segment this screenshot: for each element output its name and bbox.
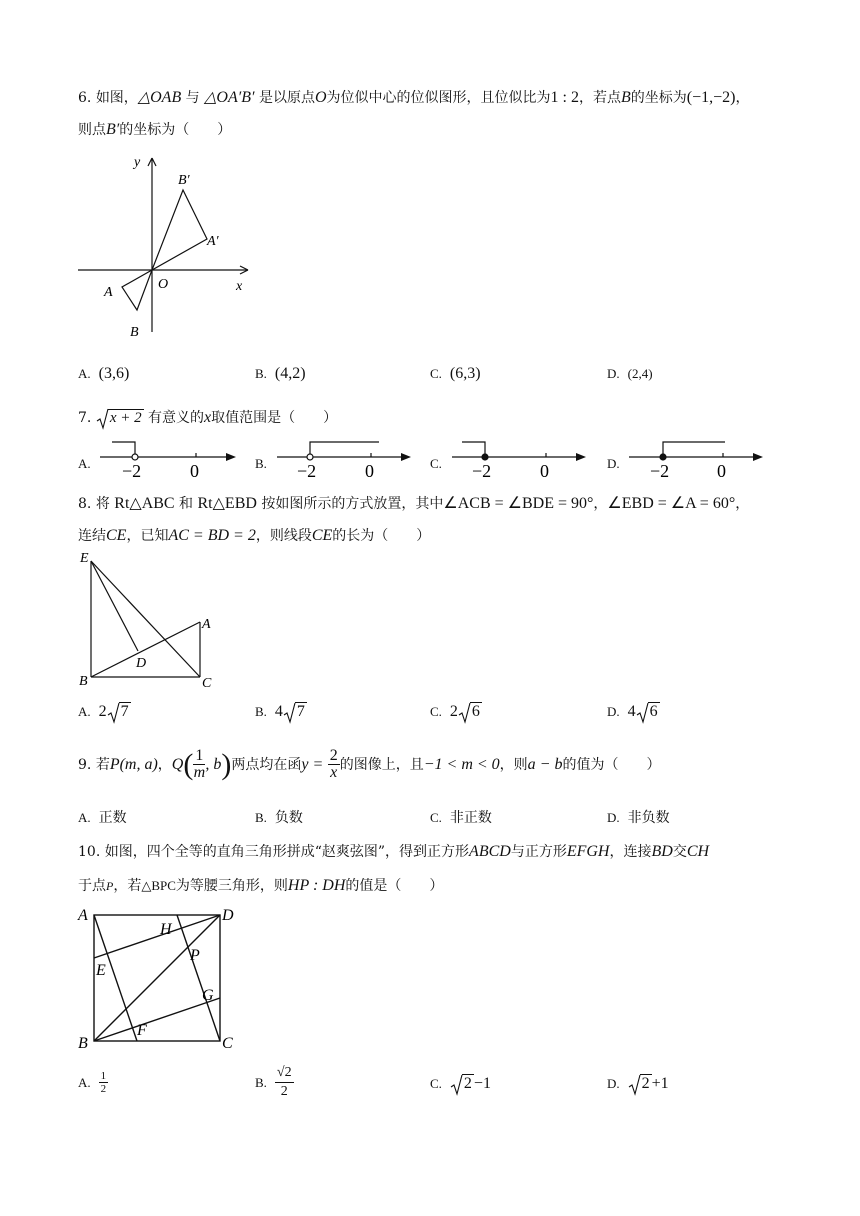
option-label: D. <box>607 704 620 719</box>
q8-option-a[interactable] <box>78 702 131 723</box>
q10-label-g: G <box>202 987 214 1004</box>
q10-label-c: C <box>222 1035 233 1052</box>
q9-text: 的图像上，且 <box>339 756 424 773</box>
q9-b: , b <box>205 755 222 773</box>
q9-option-c[interactable] <box>430 808 492 828</box>
option-label: C. <box>430 456 442 471</box>
q6-point-bprime: B′ <box>106 121 120 138</box>
q10-text: ，若 <box>113 878 142 894</box>
q7-sqrt <box>96 408 144 429</box>
option-label: A. <box>78 366 91 381</box>
q8-label-a: A <box>202 617 211 632</box>
q6-text: 为位似中心的位似图形，且位似比为 <box>326 90 551 106</box>
q10-text: 于点 <box>78 878 106 894</box>
q6-text: 的坐标为（ ） <box>119 122 232 138</box>
q10-square-2: EFGH <box>566 843 610 860</box>
option-value: 正数 <box>98 810 127 826</box>
q10-text: ，连接 <box>609 844 652 860</box>
option-label: B. <box>255 810 267 825</box>
tick-label: −2 <box>297 461 317 481</box>
option-rest: +1 <box>651 1075 669 1092</box>
sqrt <box>458 702 482 723</box>
q6-origin: O <box>314 89 327 106</box>
option-value: (2,4) <box>627 366 653 381</box>
q10-point-p: P <box>106 879 114 893</box>
q6-point-b: B <box>621 89 631 106</box>
q9-inequality: −1 < m < 0 <box>423 755 500 773</box>
option-label: C. <box>430 366 442 381</box>
q7-number-line-d <box>627 438 769 482</box>
option-label: A. <box>78 810 91 825</box>
q9-text: 的值为（ ） <box>562 756 661 773</box>
q10-segment-ch: CH <box>686 843 710 860</box>
q9-expression: a − b <box>527 755 563 773</box>
q10-label-a: A <box>78 907 88 924</box>
tick-label: 0 <box>365 461 374 481</box>
fraction-numerator: 2 <box>329 747 338 764</box>
q8-stem-line1 <box>78 494 749 514</box>
q10-ratio: HP : DH <box>287 877 346 894</box>
q9-paren-open: ( <box>183 747 194 781</box>
option-value: 非正数 <box>449 810 492 826</box>
option-label: B. <box>255 366 267 381</box>
option-radicand: 6 <box>649 703 658 720</box>
q9-y-equals: y = <box>301 755 324 773</box>
sqrt <box>450 1074 474 1095</box>
q8-text: 和 <box>179 496 194 512</box>
q6-option-c[interactable] <box>430 364 481 384</box>
q9-number: 9. <box>78 756 92 773</box>
q10-label-d: D <box>222 907 234 924</box>
option-value: (4,2) <box>274 365 306 382</box>
q10-label-b: B <box>78 1035 88 1052</box>
q8-text: ， <box>593 496 608 512</box>
q6-text: 是以原点 <box>258 90 315 106</box>
option-label: D. <box>607 366 620 381</box>
q8-label-b: B <box>79 674 88 689</box>
q10-square-1: ABCD <box>469 843 511 860</box>
q10-label-h: H <box>160 921 172 938</box>
q6-coordinate: (−1,−2) <box>686 89 736 106</box>
tick-label: −2 <box>472 461 492 481</box>
option-label: A. <box>78 704 91 719</box>
q6-text: 的坐标为 <box>630 90 687 106</box>
q8-stem-line2 <box>78 526 430 546</box>
q8-text: 连结 <box>78 528 106 544</box>
option-label: B. <box>255 704 267 719</box>
q10-text: 为等腰三角形，则 <box>175 878 288 894</box>
option-label: D. <box>607 1076 620 1091</box>
q9-point-q: Q <box>171 755 184 773</box>
q6-triangle-1: △OAB <box>137 89 182 106</box>
option-coef: 4 <box>627 703 636 720</box>
q10-option-d[interactable] <box>607 1074 669 1095</box>
option-radicand: 2 <box>641 1075 650 1092</box>
q6-text: ， <box>735 90 750 106</box>
q8-triangle-2: Rt△EBD <box>197 495 257 512</box>
q10-text: 交 <box>672 844 687 860</box>
q9-option-d[interactable] <box>607 808 670 828</box>
q10-option-b[interactable] <box>255 1064 294 1101</box>
q10-text: 与正方形 <box>510 844 567 860</box>
q10-option-a[interactable] <box>78 1070 108 1095</box>
q8-segment: CE <box>106 527 127 544</box>
option-label: C. <box>430 810 442 825</box>
q6-label-aprime: A′ <box>207 234 219 249</box>
q7-radicand: x + 2 <box>109 410 142 426</box>
tick-label: 0 <box>190 461 199 481</box>
q10-figure <box>74 902 244 1057</box>
q6-option-a[interactable] <box>78 364 129 384</box>
q8-segment: CE <box>311 527 333 544</box>
option-label: D. <box>607 456 620 471</box>
q8-text: ，则线段 <box>255 528 312 544</box>
q6-ratio: 1 : 2 <box>550 89 579 106</box>
option-radicand: 6 <box>471 703 480 720</box>
option-value: (6,3) <box>449 365 481 382</box>
fraction <box>275 1064 294 1101</box>
q10-text: 如图，四个全等的直角三角形拼成“赵爽弦图”，得到正方形 <box>104 844 470 860</box>
q7-number-line-a <box>98 438 240 482</box>
q10-triangle: △BPC <box>141 878 176 893</box>
q7-stem <box>78 408 337 429</box>
q9-stem <box>78 748 660 781</box>
q9-paren-close: ) <box>221 747 232 781</box>
tick-label: −2 <box>650 461 670 481</box>
option-label: A. <box>78 456 91 471</box>
option-value: 非负数 <box>627 810 670 826</box>
fraction <box>99 1070 109 1095</box>
option-value: (3,6) <box>98 365 130 382</box>
q6-label-x: x <box>236 279 243 294</box>
sqrt <box>628 1074 652 1095</box>
q6-label-y: y <box>134 155 141 170</box>
q6-figure <box>76 152 266 342</box>
q10-segment-bd: BD <box>651 843 673 860</box>
q6-text: ，若点 <box>579 90 621 106</box>
q9-fraction-1m <box>193 748 205 781</box>
q6-stem-line2 <box>78 120 231 140</box>
option-label: B. <box>255 1074 267 1090</box>
q8-text: ， <box>735 496 750 512</box>
fraction-numerator: √2 <box>275 1064 294 1083</box>
q7-number: 7. <box>78 410 92 426</box>
q8-label-c: C <box>202 676 212 690</box>
option-value: 负数 <box>274 810 303 826</box>
q8-triangle-1: Rt△ABC <box>114 495 175 512</box>
option-coef: 2 <box>449 703 458 720</box>
fraction-denominator: 2 <box>100 1083 107 1095</box>
tick-label: 0 <box>717 461 726 481</box>
q9-option-b[interactable] <box>255 808 303 828</box>
q6-option-b[interactable] <box>255 364 306 384</box>
q7-number-line-c <box>450 438 592 482</box>
q6-text: 则点 <box>78 122 106 138</box>
q6-option-d[interactable] <box>607 364 653 384</box>
q9-text: ， <box>157 756 172 773</box>
option-label: B. <box>255 456 267 471</box>
sqrt <box>107 702 131 723</box>
q8-equation-1: ∠ACB = ∠BDE = 90° <box>443 495 594 512</box>
option-rest: −1 <box>473 1075 491 1092</box>
q9-text: 若 <box>95 756 110 773</box>
q9-point-p: P(m, a) <box>109 755 158 773</box>
q6-label-b: B <box>130 325 139 340</box>
q8-option-c[interactable] <box>430 702 482 723</box>
option-radicand: 7 <box>120 703 129 720</box>
q10-text: 的值是（ ） <box>345 878 444 894</box>
q10-stem-line2 <box>78 876 443 896</box>
q9-text: 两点均在函 <box>231 756 302 773</box>
q8-figure <box>76 548 226 690</box>
q8-text: 将 <box>95 496 110 512</box>
fraction-numerator: 1 <box>100 1070 107 1082</box>
q6-triangle-2: △OA′B′ <box>204 89 255 106</box>
q9-text: ，则 <box>499 756 528 773</box>
q9-option-a[interactable] <box>78 808 127 828</box>
option-radicand: 7 <box>296 703 305 720</box>
q8-number: 8. <box>78 496 92 512</box>
option-label: C. <box>430 704 442 719</box>
q10-stem-line1 <box>78 842 709 862</box>
fraction-denominator: m <box>193 764 206 781</box>
tick-label: 0 <box>540 461 549 481</box>
q7-text: 有意义的 <box>148 410 205 426</box>
q8-equation-3: AC = BD = 2 <box>168 527 256 544</box>
q8-text: ，已知 <box>126 528 169 544</box>
q6-label-a: A <box>104 285 113 300</box>
sqrt <box>283 702 307 723</box>
q7-number-line-b <box>275 438 417 482</box>
q10-number: 10. <box>78 844 101 860</box>
option-coef: 4 <box>274 703 283 720</box>
option-label: A. <box>78 1074 91 1090</box>
q6-text: 与 <box>185 90 200 106</box>
q10-label-p: P <box>190 947 200 964</box>
option-radicand: 2 <box>463 1075 472 1092</box>
fraction-denominator: 2 <box>280 1084 288 1099</box>
q8-label-e: E <box>80 551 89 566</box>
tick-label: −2 <box>122 461 142 481</box>
q10-option-c[interactable] <box>430 1074 491 1095</box>
q6-label-o: O <box>158 277 169 292</box>
q8-option-d[interactable] <box>607 702 660 723</box>
q9-fraction-2x <box>328 748 340 781</box>
q8-label-d: D <box>136 656 147 671</box>
q10-label-e: E <box>96 962 106 979</box>
option-coef: 2 <box>98 703 107 720</box>
option-label: C. <box>430 1076 442 1091</box>
q6-stem-line1 <box>78 88 749 108</box>
q6-label-bprime: B′ <box>178 173 190 188</box>
q6-number: 6. <box>78 90 92 106</box>
q7-text: 取值范围是（ ） <box>211 410 338 426</box>
q10-label-f: F <box>137 1022 147 1039</box>
q8-text: 按如图所示的方式放置，其中 <box>261 496 444 512</box>
fraction-numerator: 1 <box>195 747 204 764</box>
fraction-denominator: x <box>330 764 338 781</box>
q8-text: 的长为（ ） <box>332 528 431 544</box>
sqrt <box>636 702 660 723</box>
q6-text: 如图， <box>95 90 138 106</box>
q8-equation-2: ∠EBD = ∠A = 60° <box>607 495 736 512</box>
option-label: D. <box>607 810 620 825</box>
q8-option-b[interactable] <box>255 702 307 723</box>
q7-variable: x <box>204 409 212 426</box>
